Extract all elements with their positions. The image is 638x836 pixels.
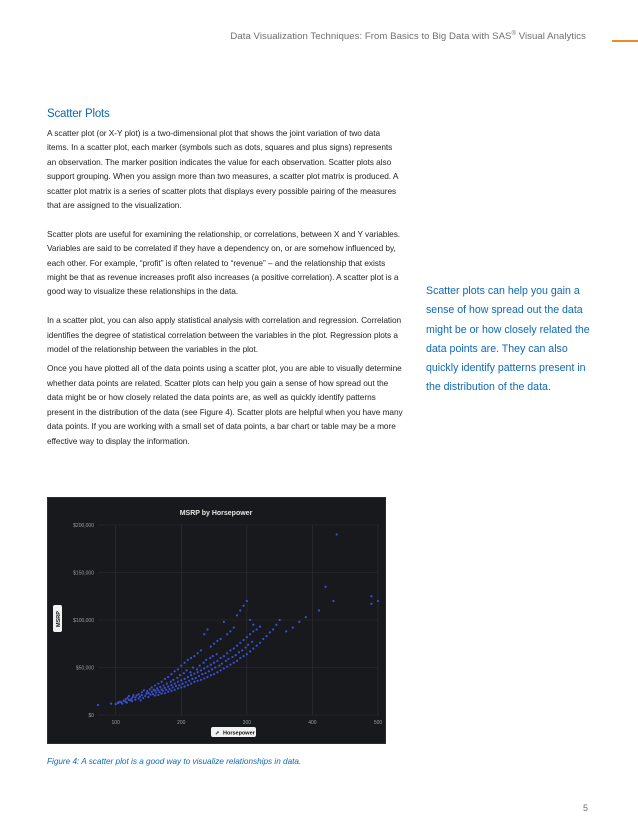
x-tick-labels: [112, 720, 383, 726]
data-point[interactable]: [157, 694, 159, 696]
data-point[interactable]: [249, 633, 251, 635]
data-point[interactable]: [229, 664, 231, 666]
data-point[interactable]: [244, 646, 246, 648]
data-point[interactable]: [157, 689, 159, 691]
data-point[interactable]: [172, 679, 174, 681]
data-point[interactable]: [242, 655, 244, 657]
data-point[interactable]: [198, 675, 200, 677]
data-point[interactable]: [220, 657, 222, 659]
data-point[interactable]: [200, 679, 202, 681]
data-point[interactable]: [223, 655, 225, 657]
data-point[interactable]: [97, 704, 99, 706]
data-point[interactable]: [200, 669, 202, 671]
data-point[interactable]: [176, 677, 178, 679]
data-point[interactable]: [177, 668, 179, 670]
data-point[interactable]: [154, 690, 156, 692]
data-point[interactable]: [262, 638, 264, 640]
data-point[interactable]: [199, 665, 201, 667]
data-point[interactable]: [324, 586, 326, 588]
data-point[interactable]: [190, 657, 192, 659]
data-point[interactable]: [370, 603, 372, 605]
data-point[interactable]: [141, 691, 143, 693]
data-point[interactable]: [279, 619, 281, 621]
data-point[interactable]: [203, 667, 205, 669]
header-title: [230, 31, 586, 42]
data-point[interactable]: [370, 595, 372, 597]
data-point[interactable]: [249, 650, 251, 652]
x-tick-label: 200: [177, 720, 186, 726]
data-point[interactable]: [132, 696, 134, 698]
data-point[interactable]: [147, 692, 149, 694]
data-point[interactable]: [195, 677, 197, 679]
x-tick-label: 300: [242, 720, 252, 726]
data-point[interactable]: [231, 656, 233, 658]
data-point[interactable]: [221, 663, 223, 665]
data-point[interactable]: [233, 627, 235, 629]
x-axis-label-pill[interactable]: [211, 727, 256, 737]
data-point[interactable]: [179, 674, 181, 676]
data-point[interactable]: [193, 655, 195, 657]
data-point[interactable]: [167, 691, 169, 693]
data-point[interactable]: [259, 642, 261, 644]
scatter-figure: [47, 497, 386, 744]
data-point[interactable]: [159, 691, 161, 693]
chart-grid: [98, 525, 378, 715]
data-point[interactable]: [175, 685, 177, 687]
data-point[interactable]: [208, 670, 210, 672]
data-point[interactable]: [161, 681, 163, 683]
data-point[interactable]: [259, 626, 261, 628]
data-point[interactable]: [225, 660, 227, 662]
data-point[interactable]: [200, 649, 202, 651]
x-tick-label: 400: [308, 720, 317, 726]
data-point[interactable]: [292, 627, 294, 629]
data-point[interactable]: [185, 669, 187, 671]
scatter-chart: [48, 498, 385, 743]
data-point[interactable]: [233, 662, 235, 664]
sort-icon: ⬈: [215, 730, 220, 737]
data-point[interactable]: [149, 693, 151, 695]
y-axis-label: MSRP: [56, 611, 62, 627]
data-point[interactable]: [149, 688, 151, 690]
data-point[interactable]: [189, 671, 191, 673]
data-point[interactable]: [256, 645, 258, 647]
data-point[interactable]: [251, 641, 253, 643]
data-point[interactable]: [134, 696, 136, 698]
data-point[interactable]: [236, 660, 238, 662]
data-point[interactable]: [138, 697, 140, 699]
data-point[interactable]: [252, 630, 254, 632]
data-point[interactable]: [210, 646, 212, 648]
data-point[interactable]: [235, 654, 237, 656]
data-point[interactable]: [183, 672, 185, 674]
data-point[interactable]: [226, 652, 228, 654]
data-point[interactable]: [229, 649, 231, 651]
data-point[interactable]: [140, 699, 142, 701]
data-point[interactable]: [188, 680, 190, 682]
data-point[interactable]: [227, 658, 229, 660]
data-point[interactable]: [190, 683, 192, 685]
data-point[interactable]: [126, 697, 128, 699]
data-point[interactable]: [185, 681, 187, 683]
data-point[interactable]: [239, 642, 241, 644]
data-point[interactable]: [136, 694, 138, 696]
paragraph-1: A scatter plot (or X-Y plot) is a two-dimensional plot that shows the joint variation of two data items. In a scatter plot, each marker (symbols such as dots, squares and plus signs) represents an observation. The marker position indicates the value for each observation. Scatter plots also support grouping. When you assign more than two measures, a scatter plot matrix is produced. A scatter plot matrix is a series of scatter plots that displays every possible pairing of the measures that are assigned to the visualization.: [47, 128, 398, 211]
data-point[interactable]: [115, 703, 117, 705]
data-point[interactable]: [183, 678, 185, 680]
y-tick-label: $100,000: [73, 618, 94, 624]
data-point[interactable]: [201, 673, 203, 675]
data-point[interactable]: [156, 687, 158, 689]
data-point[interactable]: [122, 700, 124, 702]
data-point[interactable]: [241, 649, 243, 651]
data-point[interactable]: [305, 616, 307, 618]
data-point[interactable]: [377, 600, 379, 602]
paragraph-4: Once you have plotted all of the data points using a scatter plot, you are able to visually determine whether data points are related. Scatter plots can help you gain a sense of how spread out the data might be or how closely related the data points are, as well as quickly identify patterns present in the distribution of the data (see Figure 4). Scatter plots are helpful when you have many data points. If you are working with a small set of data points, a bar chart or table may be a more effective way to display the information.: [47, 363, 403, 446]
data-point[interactable]: [164, 678, 166, 680]
data-point[interactable]: [216, 660, 218, 662]
section-title: Scatter Plots: [47, 108, 110, 120]
data-point[interactable]: [167, 676, 169, 678]
data-point[interactable]: [191, 678, 193, 680]
page-number: 5: [582, 803, 588, 813]
data-point[interactable]: [161, 693, 163, 695]
data-point[interactable]: [242, 605, 244, 607]
data-point[interactable]: [216, 653, 218, 655]
data-point[interactable]: [164, 687, 166, 689]
x-tick-label: 100: [111, 720, 120, 726]
data-point[interactable]: [172, 686, 174, 688]
data-point[interactable]: [121, 703, 123, 705]
data-point[interactable]: [205, 659, 207, 661]
data-point[interactable]: [216, 640, 218, 642]
data-point[interactable]: [166, 683, 168, 685]
data-point[interactable]: [146, 690, 148, 692]
data-point[interactable]: [318, 609, 320, 611]
data-point[interactable]: [178, 684, 180, 686]
data-point[interactable]: [145, 693, 147, 695]
data-point[interactable]: [202, 662, 204, 664]
data-point[interactable]: [193, 673, 195, 675]
data-point[interactable]: [206, 665, 208, 667]
data-point[interactable]: [220, 638, 222, 640]
data-point[interactable]: [131, 700, 133, 702]
data-point[interactable]: [124, 698, 126, 700]
data-point[interactable]: [236, 645, 238, 647]
data-point[interactable]: [142, 697, 144, 699]
data-point[interactable]: [197, 671, 199, 673]
data-point[interactable]: [223, 621, 225, 623]
data-point[interactable]: [226, 665, 228, 667]
data-point[interactable]: [130, 698, 132, 700]
data-point[interactable]: [336, 533, 338, 535]
data-point[interactable]: [174, 670, 176, 672]
data-point[interactable]: [138, 693, 140, 695]
data-point[interactable]: [203, 633, 205, 635]
data-point[interactable]: [167, 685, 169, 687]
data-point[interactable]: [239, 609, 241, 611]
data-point[interactable]: [256, 628, 258, 630]
data-point[interactable]: [170, 690, 172, 692]
registered-mark: ®: [511, 31, 516, 37]
data-point[interactable]: [298, 621, 300, 623]
sidebar-callout: Scatter plots can help you gain a sense of how spread out the data might be or how closely related the data points are. They can also quickly identify patterns present in the distribution of the data.: [426, 285, 590, 394]
data-point[interactable]: [162, 690, 164, 692]
data-point[interactable]: [252, 624, 254, 626]
data-point[interactable]: [197, 680, 199, 682]
data-point[interactable]: [154, 694, 156, 696]
data-point[interactable]: [165, 689, 167, 691]
x-axis-label: Horsepower: [223, 730, 255, 737]
data-point[interactable]: [170, 673, 172, 675]
data-point[interactable]: [210, 674, 212, 676]
data-point[interactable]: [206, 628, 208, 630]
chart-title: MSRP by Horsepower: [179, 510, 253, 517]
header-accent-bar: [612, 40, 638, 42]
data-point[interactable]: [168, 688, 170, 690]
data-point[interactable]: [332, 600, 334, 602]
data-point[interactable]: [139, 695, 141, 697]
data-point[interactable]: [183, 685, 185, 687]
data-point[interactable]: [126, 702, 128, 704]
data-point[interactable]: [193, 681, 195, 683]
header-title-suffix: Visual Analytics: [516, 31, 586, 43]
data-point[interactable]: [236, 614, 238, 616]
data-point[interactable]: [190, 674, 192, 676]
data-point[interactable]: [187, 659, 189, 661]
data-point[interactable]: [197, 652, 199, 654]
data-point[interactable]: [204, 672, 206, 674]
data-point[interactable]: [247, 644, 249, 646]
data-point[interactable]: [218, 665, 220, 667]
data-point[interactable]: [206, 676, 208, 678]
y-tick-label: $0: [88, 713, 94, 719]
data-point[interactable]: [157, 683, 159, 685]
data-point[interactable]: [151, 691, 153, 693]
data-point[interactable]: [144, 695, 146, 697]
y-axis-label-pill[interactable]: [53, 605, 62, 632]
data-point[interactable]: [213, 673, 215, 675]
data-point[interactable]: [203, 677, 205, 679]
data-point[interactable]: [164, 692, 166, 694]
data-point[interactable]: [229, 630, 231, 632]
data-point[interactable]: [170, 684, 172, 686]
data-point[interactable]: [177, 681, 179, 683]
data-point[interactable]: [226, 633, 228, 635]
data-point[interactable]: [128, 695, 130, 697]
y-tick-label: $50,000: [75, 665, 94, 672]
data-point[interactable]: [180, 679, 182, 681]
data-point[interactable]: [223, 667, 225, 669]
data-point[interactable]: [213, 643, 215, 645]
data-point[interactable]: [147, 696, 149, 698]
data-point[interactable]: [177, 687, 179, 689]
data-point[interactable]: [214, 666, 216, 668]
data-point[interactable]: [180, 665, 182, 667]
data-point[interactable]: [246, 653, 248, 655]
figure-caption: Figure 4: A scatter plot is a good way to visualize relationships in data.: [47, 757, 302, 766]
data-point[interactable]: [181, 683, 183, 685]
x-tick-label: 500: [373, 720, 383, 726]
data-point[interactable]: [174, 683, 176, 685]
data-point[interactable]: [110, 703, 112, 705]
data-point[interactable]: [220, 669, 222, 671]
paragraph-3: In a scatter plot, you can also apply statistical analysis with correlation and regression. Correlation identifies the degree of statistical correlation between the variables in the plot. Regression plots a model of the relationship between the variables in the plot.: [47, 315, 402, 355]
data-point[interactable]: [154, 684, 156, 686]
data-point[interactable]: [233, 647, 235, 649]
data-point[interactable]: [249, 619, 251, 621]
data-point[interactable]: [239, 657, 241, 659]
header-title-main: Data Visualization Techniques: From Basics to Big Data with SAS: [230, 31, 512, 43]
data-point[interactable]: [132, 694, 134, 696]
data-point[interactable]: [159, 686, 161, 688]
data-point[interactable]: [134, 699, 136, 701]
data-point[interactable]: [242, 639, 244, 641]
data-point[interactable]: [272, 628, 274, 630]
data-point[interactable]: [151, 686, 153, 688]
data-point[interactable]: [211, 668, 213, 670]
data-point[interactable]: [152, 693, 154, 695]
data-point[interactable]: [252, 647, 254, 649]
data-point[interactable]: [209, 657, 211, 659]
data-point[interactable]: [155, 692, 157, 694]
data-point[interactable]: [265, 635, 267, 637]
data-point[interactable]: [213, 662, 215, 664]
data-point[interactable]: [212, 655, 214, 657]
data-point[interactable]: [183, 662, 185, 664]
data-point[interactable]: [196, 668, 198, 670]
data-point[interactable]: [174, 689, 176, 691]
data-point[interactable]: [216, 671, 218, 673]
data-point[interactable]: [246, 636, 248, 638]
y-tick-label: $150,000: [73, 570, 94, 577]
data-point[interactable]: [192, 666, 194, 668]
data-point[interactable]: [187, 676, 189, 678]
data-point[interactable]: [180, 686, 182, 688]
y-tick-labels: [73, 523, 94, 719]
body-text: [47, 126, 403, 462]
data-point[interactable]: [187, 684, 189, 686]
data-point[interactable]: [269, 631, 271, 633]
data-point[interactable]: [162, 684, 164, 686]
data-point[interactable]: [143, 689, 145, 691]
data-point[interactable]: [285, 630, 287, 632]
data-point[interactable]: [246, 600, 248, 602]
y-tick-label: $200,000: [73, 523, 94, 529]
data-point[interactable]: [170, 681, 172, 683]
data-point[interactable]: [238, 651, 240, 653]
paragraph-2: Scatter plots are useful for examining the relationship, or correlations, between X and Y variables. Variables are said to be correlated if they have a dependency on, or are somehow influenced by, each other. For example, “profit” is often related to “revenue” – and the relationship that exists might be that as revenue increases profit also increases (a positive correlation). A scatter plot is a good way to visualize these relationships in the data.: [47, 228, 401, 297]
data-point[interactable]: [210, 664, 212, 666]
data-point[interactable]: [275, 624, 277, 626]
data-point[interactable]: [141, 694, 143, 696]
